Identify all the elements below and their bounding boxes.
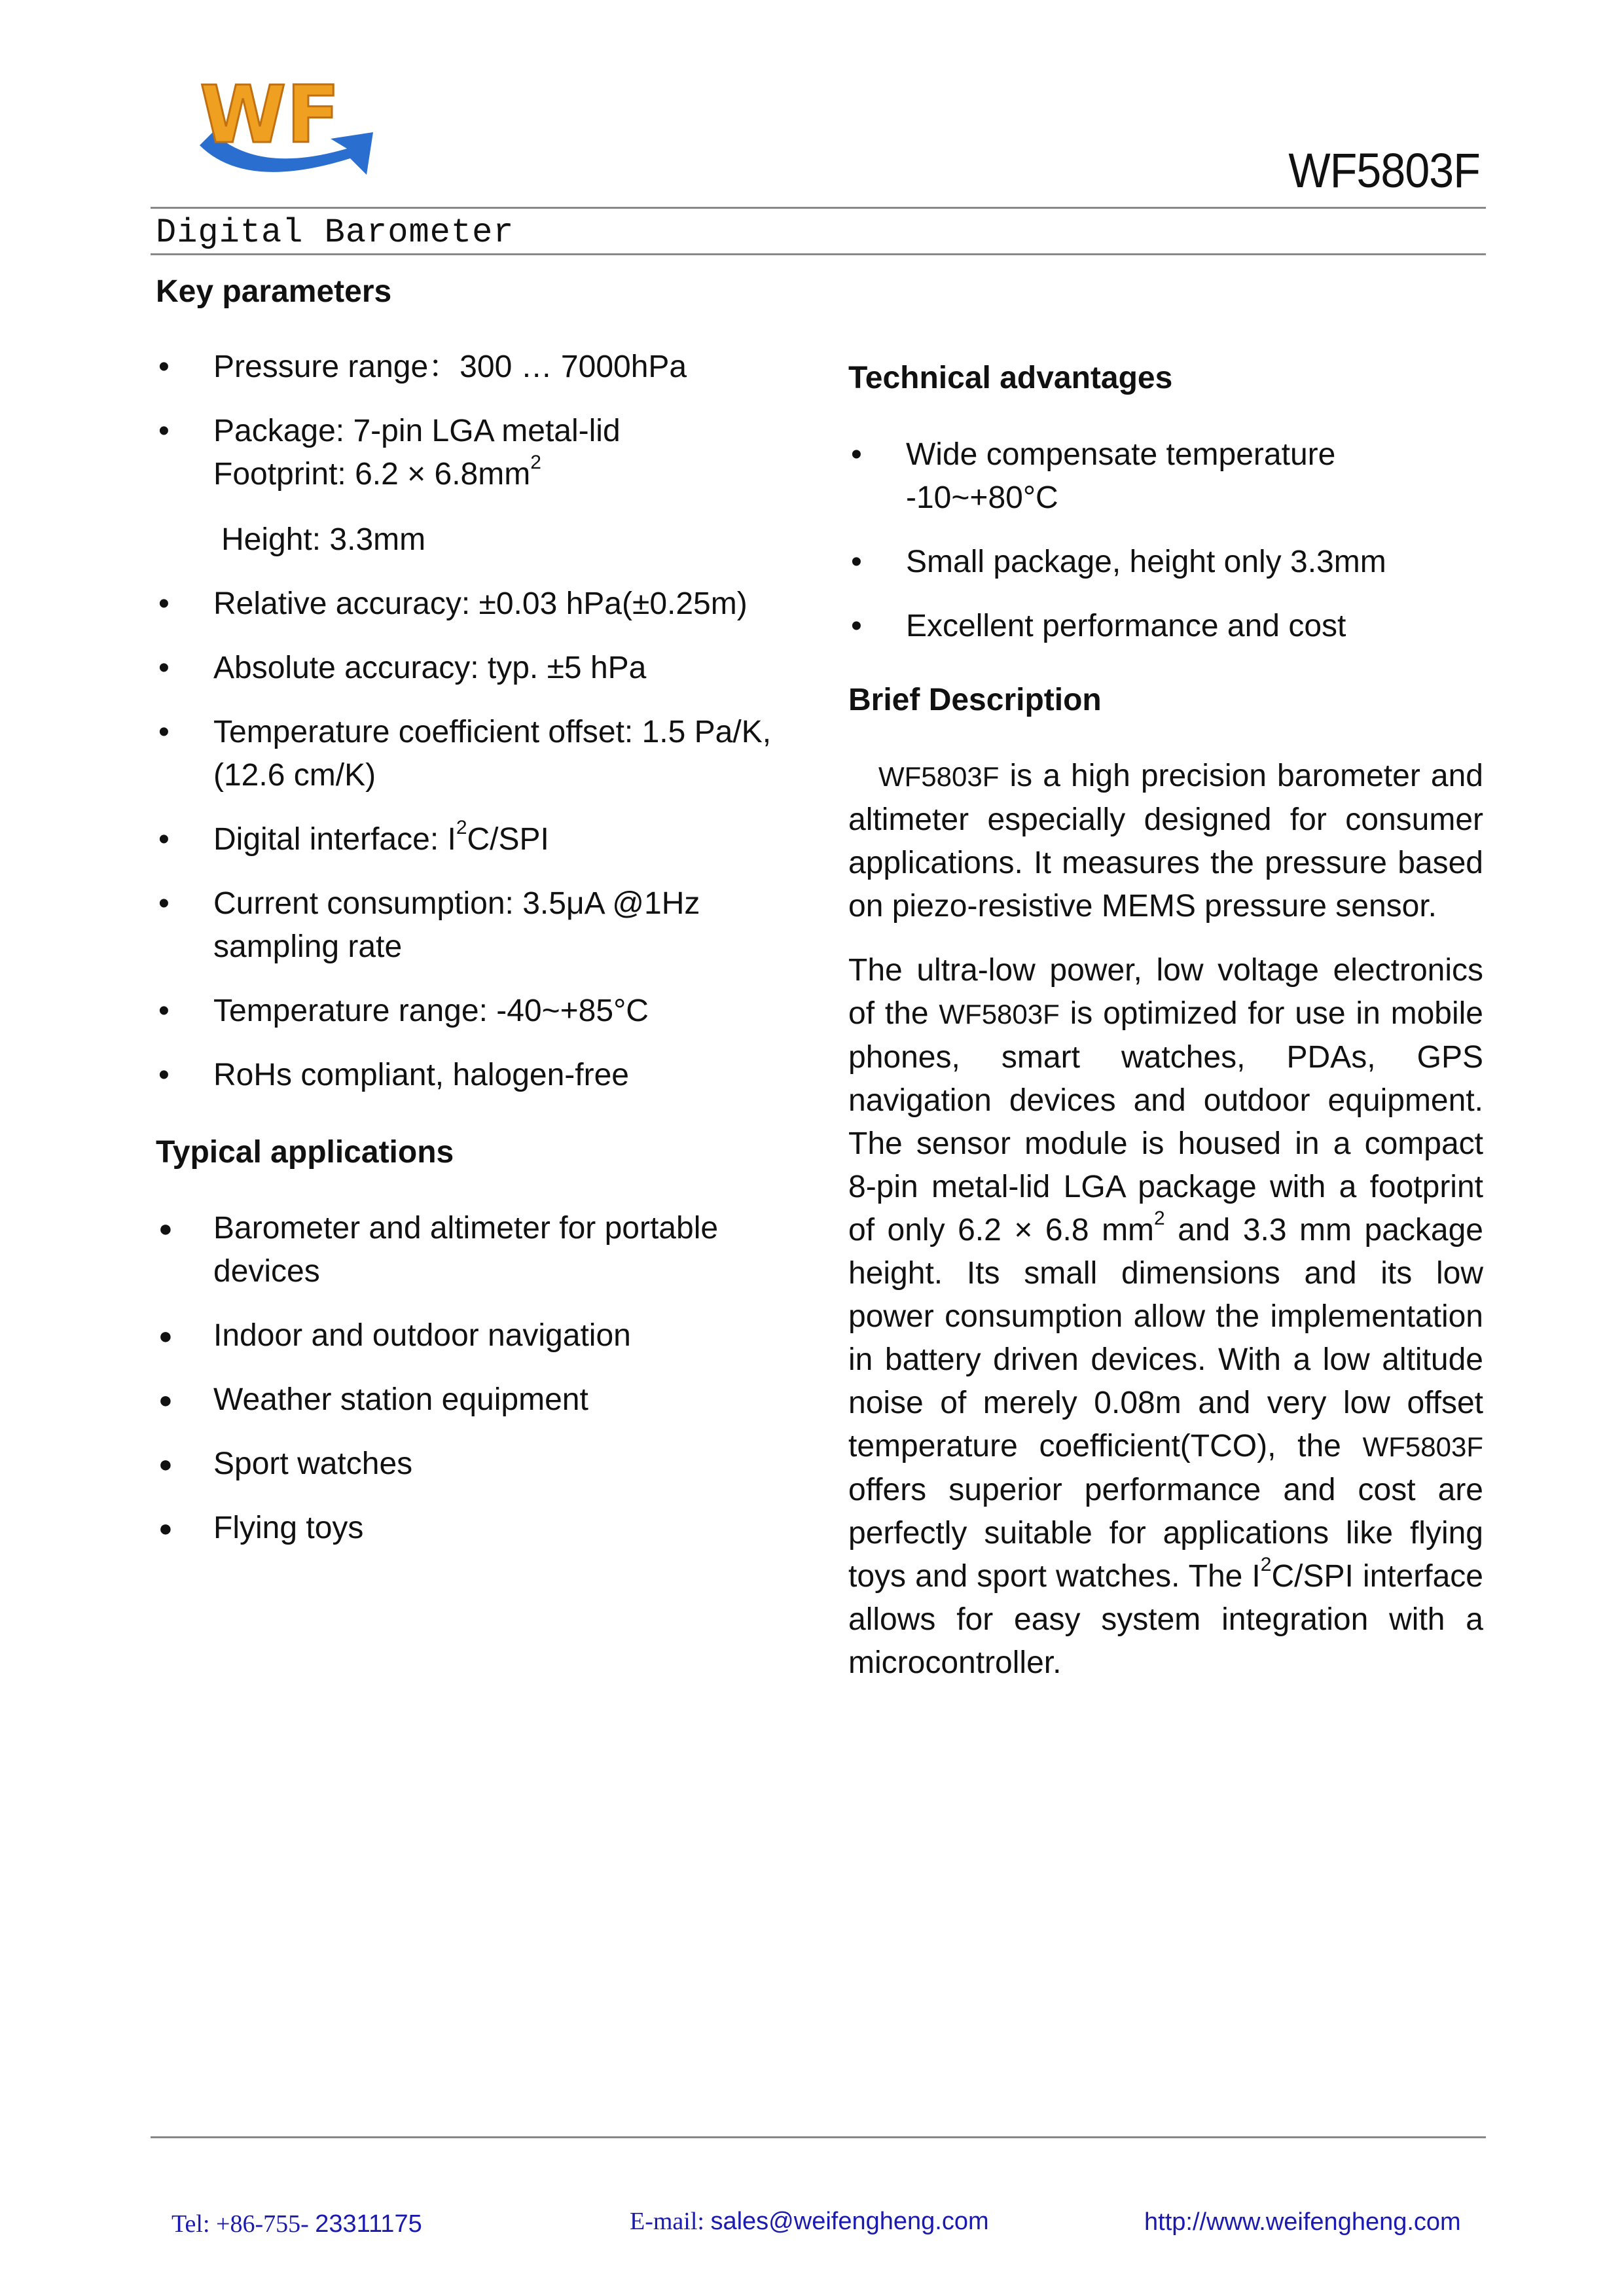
bullet-icon: ● bbox=[158, 1515, 173, 1541]
list-item: ● Sport watches bbox=[156, 1443, 817, 1486]
list-item: • Digital interface: $I^2C$/SPI bbox=[156, 818, 817, 861]
list-item: • Temperature coefficient offset: 1.5 Pa/K, (12.6 cm/K) bbox=[156, 711, 817, 797]
list-item: ● Barometer and altimeter for portable devices bbox=[156, 1207, 817, 1293]
list-item: • Absolute accuracy: typ. ±5 hPa bbox=[156, 647, 817, 690]
bullet-icon: • bbox=[851, 545, 862, 579]
bullet-icon: • bbox=[158, 886, 170, 921]
bullet-icon: • bbox=[158, 350, 170, 384]
footer-rule bbox=[151, 2136, 1486, 2138]
typical-applications-list bbox=[156, 1207, 817, 1550]
description-paragraph-1: WF5803F is a high precision barometer and altimeter especially designed for consumer applications. It measures the pressure based on piezo-resistive MEMS pressure sensor. bbox=[848, 759, 1483, 924]
header-rule-bottom bbox=[151, 253, 1486, 255]
list-item: • Wide compensate temperature -10~+80°C bbox=[848, 433, 1490, 520]
company-logo bbox=[187, 60, 383, 191]
bullet-icon: • bbox=[158, 414, 170, 448]
part-number: WF5803F bbox=[1288, 143, 1480, 198]
bullet-icon: • bbox=[158, 994, 170, 1028]
description-paragraph-2: The ultra-low power, low voltage electronics of the WF5803F is optimized for use in mobile phones, smart watches, PDAs, GPS navigation devices and outdoor equipment. The sensor module is housed in a compact 8-pin metal-lid LGA package with a footprint of only 6.2 × 6.8 $mm^2$ and 3.3 mm package height. Its small dimensions and its low power consumption allow the implementation in battery driven devices. With a low altitude noise of merely 0.08m and very low offset temperature coefficient(TCO), the WF5803F offers superior performance and cost are perfectly suitable for applications like flying toys and sport watches. The $I^2C$/SPI interface allows for easy system integration with a microcontroller. bbox=[848, 953, 1484, 1680]
list-item: ● Weather station equipment bbox=[156, 1378, 817, 1422]
bullet-icon: ● bbox=[158, 1450, 173, 1477]
list-item: • Current consumption: 3.5μA @1Hz sampling rate bbox=[156, 882, 817, 969]
technical-advantages-heading: Technical advantages bbox=[848, 361, 1173, 395]
bullet-icon: • bbox=[851, 609, 862, 643]
footer-telephone: Tel: +86-755- 23311175 bbox=[171, 2210, 422, 2238]
brief-description-heading: Brief Description bbox=[848, 683, 1102, 717]
bullet-icon: • bbox=[158, 586, 170, 621]
bullet-icon: • bbox=[158, 651, 170, 685]
header-rule-top bbox=[151, 207, 1486, 209]
list-item: • Excellent performance and cost bbox=[848, 605, 1490, 648]
list-item: • Pressure range：300 … 7000hPa bbox=[156, 346, 817, 389]
footer-website-link[interactable]: http://www.weifengheng.com bbox=[1144, 2208, 1461, 2236]
bullet-icon: • bbox=[851, 437, 862, 472]
bullet-icon: • bbox=[158, 822, 170, 857]
bullet-icon: ● bbox=[158, 1322, 173, 1349]
list-item: • RoHs compliant, halogen-free bbox=[156, 1054, 817, 1097]
bullet-icon: • bbox=[158, 715, 170, 749]
key-parameters-list bbox=[156, 346, 817, 1097]
svg-text:WF: WF bbox=[200, 70, 340, 161]
technical-advantages-list bbox=[848, 433, 1490, 648]
list-item: ● Indoor and outdoor navigation bbox=[156, 1314, 817, 1357]
bullet-icon: ● bbox=[158, 1215, 173, 1242]
bullet-icon: ● bbox=[158, 1386, 173, 1413]
bullet-icon: • bbox=[158, 1058, 170, 1092]
key-parameters-heading: Key parameters bbox=[156, 274, 392, 309]
typical-applications-heading: Typical applications bbox=[156, 1135, 454, 1170]
list-item: • Relative accuracy: ±0.03 hPa(±0.25m) bbox=[156, 583, 817, 626]
list-item: • Package: 7-pin LGA metal-lid Footprint: $6.2 \times 6.8mm^2$ Height: 3.3mm bbox=[156, 410, 817, 562]
list-item: • Small package, height only 3.3mm bbox=[848, 541, 1490, 584]
list-item: ● Flying toys bbox=[156, 1507, 817, 1550]
list-item: • Temperature range: -40~+85°C bbox=[156, 990, 817, 1033]
document-title: Digital Barometer bbox=[156, 213, 514, 252]
brief-description-body bbox=[848, 755, 1483, 1706]
footer-email[interactable]: E-mail: sales@weifengheng.com bbox=[630, 2208, 989, 2235]
